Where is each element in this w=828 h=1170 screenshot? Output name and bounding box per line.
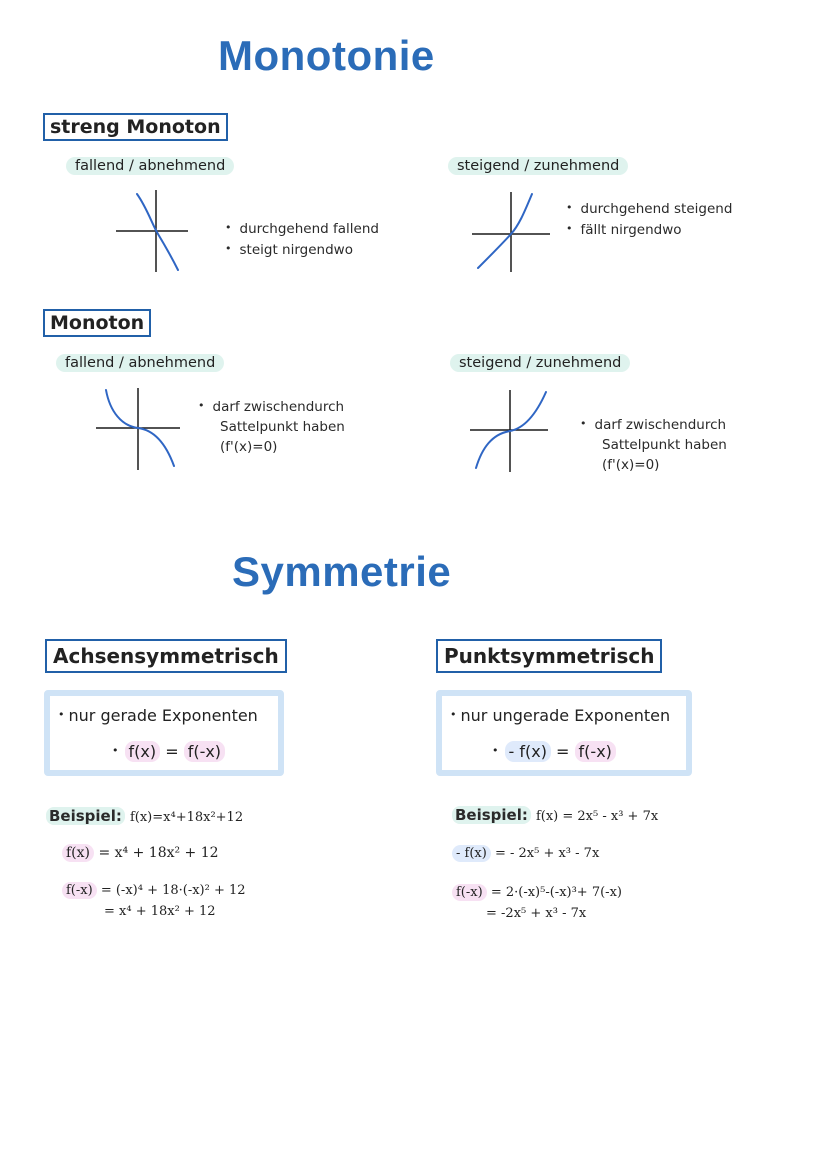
monoton-steigend-text [580, 414, 727, 475]
streng-fallend-label: fallend / abnehmend [66, 157, 234, 175]
beispiel-expr: f(x)=x⁴+18x²+12 [129, 810, 244, 825]
curve-decreasing [137, 194, 178, 270]
formula-lhs: f(x) [125, 741, 161, 762]
note-line: Sattelpunkt haben [220, 419, 345, 435]
achsen-rule-text: • nur gerade Exponenten [58, 706, 258, 725]
punkt-line2 [452, 885, 622, 900]
symmetrie-title: Symmetrie [232, 548, 452, 595]
formula-eq: = [165, 742, 179, 761]
bullet-text: • durchgehend steigend [566, 198, 732, 219]
line-lhs: - f(x) [452, 845, 491, 862]
line-lhs: f(x) [62, 844, 94, 862]
bullet-text: • steigt nirgendwo [225, 239, 379, 260]
beispiel-expr: f(x) = 2x⁵ - x³ + 7x [535, 809, 659, 824]
monoton-fallend-label: fallend / abnehmend [56, 354, 224, 372]
achsen-formula: • f(x) = f(-x) [112, 742, 225, 761]
beispiel-label: Beispiel: [46, 807, 125, 825]
formula-rhs: f(-x) [575, 741, 616, 762]
monoton-fallend-text [198, 396, 345, 457]
streng-steigend-bullets [566, 198, 732, 240]
punkt-line1 [452, 846, 599, 861]
formula-eq: = [556, 742, 570, 761]
note-line: • darf zwischendurch [198, 396, 345, 417]
graph-streng-steigend [470, 188, 554, 274]
achsen-line1 [62, 845, 219, 861]
achsen-beispiel [46, 806, 243, 825]
line-rhs: = 2·(-x)⁵-(-x)³+ 7(-x) [490, 885, 622, 900]
punkt-beispiel [452, 805, 658, 824]
graph-streng-fallend [112, 188, 192, 274]
line-rhs: = (-x)⁴ + 18·(-x)² + 12 [100, 883, 246, 898]
note-line: (f'(x)=0) [602, 457, 660, 473]
bullet-text: • fällt nirgendwo [566, 219, 732, 240]
monotonie-title: Monotonie [218, 32, 435, 79]
note-line: • darf zwischendurch [580, 414, 727, 435]
streng-steigend-label: steigend / zunehmend [448, 157, 628, 175]
line-lhs: f(-x) [452, 884, 487, 901]
punkt-formula: • - f(x) = f(-x) [492, 742, 616, 761]
punkt-rule-panel [436, 690, 692, 776]
streng-fallend-bullets [225, 218, 379, 260]
beispiel-label: Beispiel: [452, 806, 531, 824]
line-rhs: = - 2x⁵ + x³ - 7x [494, 846, 600, 861]
achsen-line3: = x⁴ + 18x² + 12 [104, 904, 216, 919]
bullet-text: • durchgehend fallend [225, 218, 379, 239]
rule-text: nur gerade Exponenten [68, 706, 258, 725]
graph-monoton-steigend [468, 388, 552, 474]
formula-rhs: f(-x) [184, 741, 225, 762]
curve-increasing [478, 194, 532, 268]
monoton-steigend-label: steigend / zunehmend [450, 354, 630, 372]
punktsymmetrisch-heading: Punktsymmetrisch [436, 639, 662, 673]
rule-text: nur ungerade Exponenten [460, 706, 671, 725]
punkt-line3: = -2x⁵ + x³ - 7x [486, 906, 587, 921]
line-lhs: f(-x) [62, 882, 97, 899]
line-rhs: = x⁴ + 18x² + 12 [98, 845, 219, 861]
note-line: Sattelpunkt haben [602, 437, 727, 453]
formula-lhs: - f(x) [505, 741, 551, 762]
achsensymmetrisch-heading: Achsensymmetrisch [45, 639, 287, 673]
punkt-rule-text: • nur ungerade Exponenten [450, 706, 671, 725]
graph-monoton-fallend [94, 386, 182, 472]
achsen-rule-panel [44, 690, 284, 776]
streng-monoton-heading: streng Monoton [43, 113, 228, 141]
monoton-heading: Monoton [43, 309, 151, 337]
achsen-line2 [62, 883, 246, 898]
note-line: (f'(x)=0) [220, 439, 278, 455]
